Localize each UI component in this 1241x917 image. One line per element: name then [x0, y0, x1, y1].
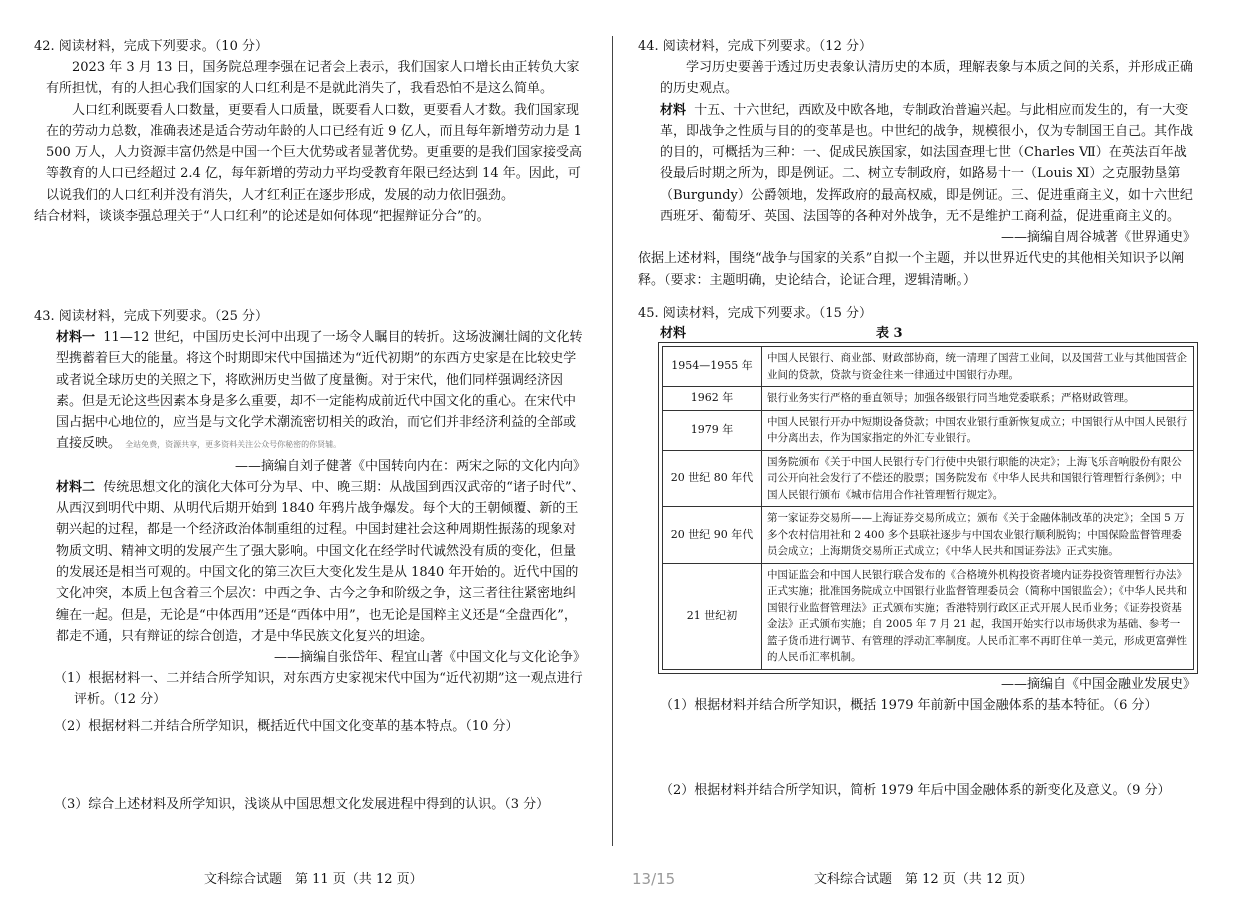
q43-sub-question-1: （1）根据材料一、二并结合所学知识，对东西方史家视宋代中国为“近代初期”这一观点进行评析。（12 分）: [54, 671, 583, 708]
event-cell: 国务院颁布《关于中国人民银行专门行使中央银行职能的决定》；上海飞乐音响股份有限公司公开向社会发行了不偿还的股票；国务院发布《中华人民共和国银行管理暂行条例》；中国人民银行颁布《城市信用合作社管理暂行规定》。: [762, 450, 1194, 507]
question-45: [638, 303, 1196, 716]
era-cell: 21 世纪初: [663, 563, 762, 669]
q42-paragraph-1: 2023 年 3 月 13 日，国务院总理李强在记者会上表示，我们国家人口增长由正转负大家有所担忧，有的人担心我们国家的人口红利是不是就此消失了，我看恐怕不是这么简单。: [46, 60, 580, 97]
q44-material-label: 材料: [660, 102, 687, 118]
q43-m2-label: 材料二: [56, 479, 96, 495]
q45-title: 45. 阅读材料，完成下列要求。（15 分）: [638, 306, 872, 321]
left-page-footer: 文科综合试题 第 11 页（共 12 页）: [204, 872, 423, 887]
q43-sub-question-2: （2）根据材料二并结合所学知识，概括近代中国文化变革的基本特点。（10 分）: [54, 719, 519, 734]
q44-intro: 学习历史要善于透过历史表象认清历史的本质，理解表象与本质之间的关系，并形成正确的历史观点。: [660, 60, 1194, 97]
era-cell: 20 世纪 80 年代: [663, 450, 762, 507]
era-cell: 1979 年: [663, 410, 762, 450]
question-44: [638, 36, 1196, 291]
event-cell: 第一家证券交易所——上海证券交易所成立；颁布《关于金融体制改革的决定》；全国 5 万多个农村信用社和 2 400 多个县联社逐步与中国农业银行顺利脱钩；中国保险监督管理委员会成立；上海期货交易所正式成立；《中华人民共和国证券法》正式实施。: [762, 507, 1194, 564]
q44-material-text: 十五、十六世纪，西欧及中欧各地，专制政治普遍兴起。与此相应而发生的，有一大变革，即战争之性质与目的的变革是也。中世纪的战争，规模很小，仅为专制国王自己。其作战的目的，可概括为三种：一、促成民族国家，如法国查理七世（Charles Ⅶ）在英法百年战役最后时期之所为，即是例证。二、树立专制政府，如路易十一（Louis Ⅺ）之克服勃垦第（Burgundy）公爵领地，发挥政府的最高权威，即是例证。三、促进重商主义，如十六世纪西班牙、葡萄牙、英国、法国等的各种对外战争，无不是维护工商利益，促进重商主义的。: [660, 102, 1194, 225]
right-page: [638, 0, 1196, 917]
left-page: [34, 0, 586, 917]
q44-task: 依据上述材料，围绕“战争与国家的关系”自拟一个主题，并以世界近代史的其他相关知识予以阐释。（要求：主题明确，史论结合，论证合理，逻辑清晰。）: [638, 251, 1185, 288]
q42-task: 结合材料，谈谈李强总理关于“人口红利”的论述是如何体现“把握辩证分合”的。: [34, 209, 490, 225]
q44-title: 44. 阅读材料，完成下列要求。（12 分）: [638, 39, 872, 54]
q43-m1-text: 11—12 世纪，中国历史长河中出现了一场令人瞩目的转折。这场波澜壮阔的文化转型携蓄着巨大的能量。将这个时期即宋代中国描述为“近代初期”的东西方史家是在比较史学或者说全球历史的关照之下，将欧洲历史当做了度量衡。对于宋代，他们同样强调经济因素。但是无论这些因素本身是多么重要，却不一定能构成前近代中国文化的重心。在宋代中国占据中心地位的，应当是与文化学术潮流密切相关的政治，而它们并非经济利益的全部或直接反映。: [56, 330, 583, 452]
event-cell: 中国证监会和中国人民银行联合发布的《合格境外机构投资者境内证券投资管理暂行办法》正式实施；批准国务院成立中国银行业监督管理委员会（简称中国银监会）；《中华人民共和国银行业监督管理法》正式颁布实施；香港特别行政区正式开展人民币业务；《证券投资基金法》正式颁布实施；自 2005 年 7 月 21 起，我国开始实行以市场供求为基础、参考一篮子货币进行调节、有管理的浮动汇率制度。人民币汇率不再盯住单一美元，形成更富弹性的人民币汇率机制。: [762, 563, 1194, 669]
q43-material-1: [34, 327, 586, 456]
table-row: [663, 387, 1194, 411]
table-row: [663, 450, 1194, 507]
question-43: [34, 306, 586, 710]
q43-m2-source: ——摘编自张岱年、程宜山著《中国文化与文化论争》: [273, 650, 586, 666]
era-cell: 1954—1955 年: [663, 347, 762, 387]
q43-material-2: [34, 477, 586, 647]
era-cell: 20 世纪 90 年代: [663, 507, 762, 564]
q45-source: ——摘编自《中国金融业发展史》: [1000, 676, 1196, 692]
q43-m1-source: ——摘编自刘子健著《中国转向内在：两宋之际的文化内向》: [234, 458, 586, 474]
event-cell: 银行业务实行严格的垂直领导；加强各级银行同当地党委联系；严格财政管理。: [762, 387, 1194, 411]
page-indicator: 13/15: [632, 870, 676, 888]
q43-m1-label: 材料一: [56, 330, 96, 345]
watermark-text: 全站免费，资源共享，更多资料关注公众号你秘密的你贤辅。: [125, 440, 342, 450]
q45-material-label: 材料: [660, 326, 687, 341]
table-row: [663, 347, 1194, 387]
column-divider: [612, 36, 613, 846]
table-row: [663, 410, 1194, 450]
event-cell: 中国人民银行、商业部、财政部协商，统一清理了国营工业间，以及国营工业与其他国营企业间的贷款，贷款与资金往来一律通过中国银行办理。: [762, 347, 1194, 387]
q43-sub-question-3: （3）综合上述材料及所学知识，浅谈从中国思想文化发展进程中得到的认识。（3 分）: [54, 797, 550, 812]
table-row: [663, 563, 1194, 669]
event-cell: 中国人民银行开办中短期设备贷款；中国农业银行重新恢复成立；中国银行从中国人民银行中分离出去，作为国家指定的外汇专业银行。: [762, 410, 1194, 450]
question-42: [34, 36, 586, 227]
q43-m2-text: 传统思想文化的演化大体可分为早、中、晚三期：从战国到西汉武帝的“诸子时代”、从西汉到明代中期、从明代后期开始到 1840 年鸦片战争爆发。每个大的王朝倾覆、新的王朝兴起的过程，都是一个经济政治体制重组的过程。中国封建社会这种周期性振荡的现象对物质文明、精神文明的发展产生了强大影响。中国文化在经学时代诚然没有质的变化，但量的发展还是相当可观的。中国文化的第三次巨大变化发生是从 1840 年开始的。近代中国的文化冲突，本质上包含着三个层次：中西之争、古今之争和阶级之争，这三者往往紧密地纠缠在一起。但是，无论是“中体西用”还是“西体中用”，也无论是国粹主义还是“全盘西化”，都走不通，只有辩证的综合创造，才是中华民族文化复兴的坦途。: [56, 479, 585, 644]
q42-paragraph-2: 人口红利既要看人口数量，更要看人口质量，既要看人口数，更要看人才数。我们国家现在的劳动力总数，准确表述是适合劳动年龄的人口已经有近 9 亿人，而且每年新增劳动力是 1 500 万人，人力资源丰富仍然是中国一个巨大优势或者显著优势。更重要的是我们国家接受高等教育的人口已经超过 2.4 亿，每年新增的劳动力平均受教育年限已经达到 14 年。因此，可以说我们的人口红利并没有消失，人才红利正在逐步形成，发展的动力依旧强劲。: [46, 102, 582, 203]
right-page-footer: 文科综合试题 第 12 页（共 12 页）: [814, 872, 1033, 887]
q45-material-header: [638, 324, 1196, 344]
q45-sub-question-1: （1）根据材料并结合所学知识，概括 1979 年前新中国金融体系的基本特征。（6 分）: [660, 697, 1158, 713]
finance-history-table: [662, 346, 1194, 670]
q43-title: 43. 阅读材料，完成下列要求。（25 分）: [34, 309, 268, 324]
q42-title: 42. 阅读材料，完成下列要求。（10 分）: [34, 39, 268, 54]
q44-material: [638, 100, 1196, 228]
table-row: [663, 507, 1194, 564]
q45-sub-question-2: （2）根据材料并结合所学知识，简析 1979 年后中国金融体系的新变化及意义。（9 分）: [660, 783, 1171, 798]
era-cell: 1962 年: [663, 387, 762, 411]
table-caption: 表 3: [876, 326, 903, 341]
q44-source: ——摘编自周谷城著《世界通史》: [1000, 230, 1196, 246]
